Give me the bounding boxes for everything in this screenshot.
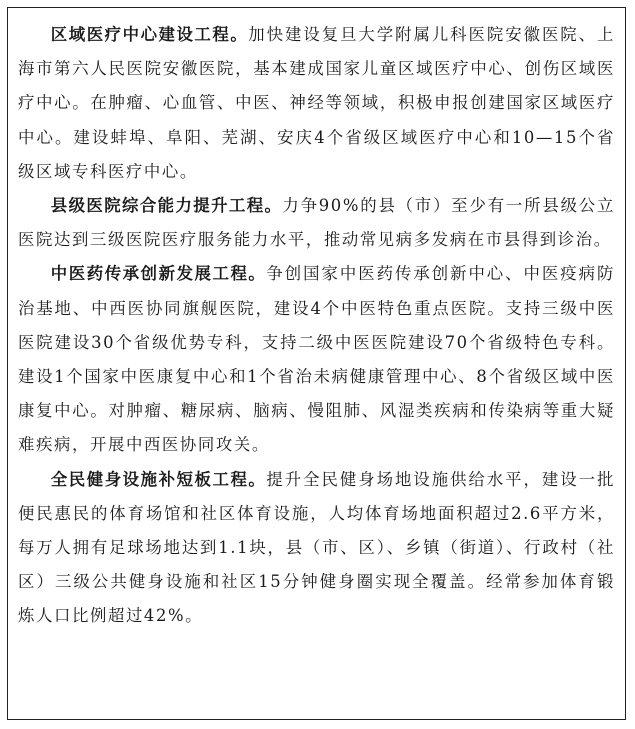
document-box [7,7,626,720]
paragraph-regional-medical-center [18,18,615,189]
paragraph-title: 县级医院综合能力提升工程。 [50,196,283,216]
paragraph-tcm-development [18,257,615,462]
paragraph-body: 提升全民健身场地设施供给水平，建设一批便民惠民的体育场馆和社区体育设施，人均体育场地面积超过2.6平方米，每万人拥有足球场地达到1.1块，县（市、区）、乡镇（街道）、行政村（社区）三级公共健身设施和社区15分钟健身圈实现全覆盖。经常参加体育锻炼人口比例超过42%。 [18,469,615,626]
paragraph-county-hospital [18,189,615,257]
paragraph-body: 加快建设复旦大学附属儿科医院安徽医院、上海市第六人民医院安徽医院，基本建成国家儿童区域医疗中心、创伤区域医疗中心。在肿瘤、心血管、中医、神经等领域，积极申报创建国家区域医疗中心。建设蚌埠、阜阳、芜湖、安庆4个省级区域医疗中心和10—15个省级区域专科医疗中心。 [18,25,616,181]
paragraph-fitness-facilities [18,463,615,634]
paragraph-body: 争创国家中医药传承创新中心、中医疫病防治基地、中西医协同旗舰医院，建设4个中医特色重点医院。支持三级中医医院建设30个省级优势专科，支持二级中医医院建设70个省级特色专科。建设1个国家中医康复中心和1个省治未病健康管理中心、8个省级区域中医康复中心。对肿瘤、糖尿病、脑病、慢阻肺、风湿类疾病和传染病等重大疑难疾病，开展中西医协同攻关。 [18,264,615,455]
paragraph-body: 力争90%的县（市）至少有一所县级公立医院达到三级医院医疗服务能力水平，推动常见病多发病在市县得到诊治。 [18,196,615,250]
paragraph-title: 区域医疗中心建设工程。 [50,25,249,44]
paragraph-title: 全民健身设施补短板工程。 [50,469,267,489]
paragraph-title: 中医药传承创新发展工程。 [50,264,267,284]
